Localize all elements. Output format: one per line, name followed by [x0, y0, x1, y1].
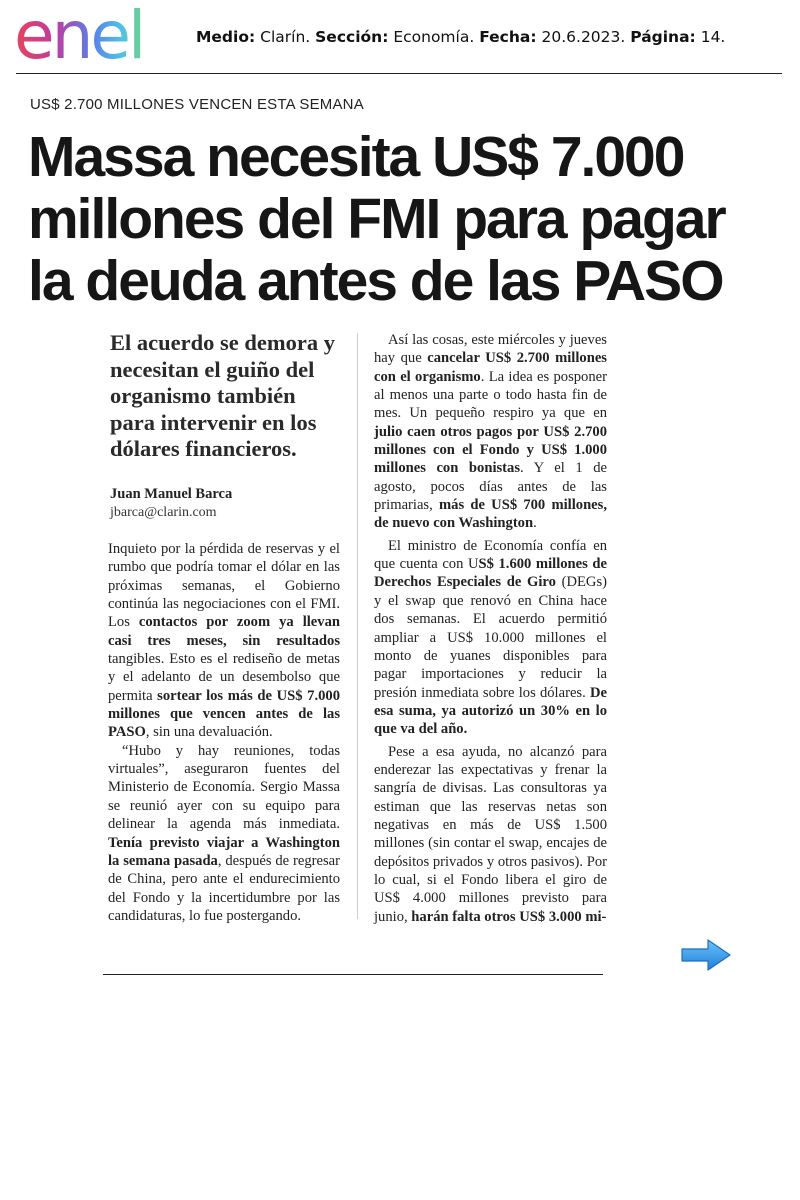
bold-run: julio caen otros pagos por US$ 2.700 millones con el Fondo y US$ 1.000 millones con bonistas	[374, 423, 607, 477]
deck-line-4: para intervenir en los	[110, 409, 317, 435]
text-run: Pese a esa ayuda, no alcanzó para enderezar las expectativas y frenar la sangría de divisas. Las consultoras ya estiman que las reservas netas son negativas en más de US$ 1.500 millones (sin contar el swap, encajes de depósitos privados y otros pasivos). Por lo cual, si el Fondo libera el giro de US$ 4.000 millones previsto para junio,	[374, 743, 607, 925]
deck-line-1: El acuerdo se demora y	[110, 330, 335, 355]
text-run: .	[533, 515, 537, 532]
seccion-label: Sección:	[315, 28, 389, 46]
headline-line-1: Massa necesita US$ 7.000	[28, 125, 684, 189]
enel-logo	[14, 6, 182, 66]
bold-run: De esa suma, ya autorizó un 30% en lo que va del año.	[374, 684, 607, 738]
bold-run: sortear los más de US$ 7.000 millones que vencen antes de las PASO	[108, 687, 340, 741]
header-divider	[16, 73, 782, 74]
bold-run: contactos por zoom ya llevan casi tres meses, sin resultados	[108, 614, 340, 649]
bold-run: cancelar US$ 2.700 millones con el organismo	[374, 350, 607, 385]
body-paragraph-1	[108, 540, 340, 742]
column-divider	[357, 333, 358, 919]
author-email: jbarca@clarin.com	[110, 505, 217, 520]
text-run: El ministro de Economía confía en que cuenta con U	[374, 537, 607, 573]
deck-line-5: dólares financieros.	[110, 436, 297, 461]
body-paragraph-5	[374, 743, 607, 926]
bold-run: S$ 1.600 millones de Derechos Especiales de Giro	[374, 556, 607, 591]
text-run: , después de regresar de China, pero ante el endurecimiento del Fondo y la incertidumbre por las candidaturas, lo fue postergando.	[108, 852, 340, 924]
text-run: Así las cosas, este miércoles y jueves hay que	[374, 332, 607, 367]
fecha-value: 20.6.2023.	[541, 28, 626, 46]
bold-run: harán falta otros US$ 3.000 mi-	[411, 908, 607, 925]
footer-divider	[103, 974, 603, 975]
body-paragraph-3	[374, 331, 607, 533]
pagina-value: 14.	[700, 28, 726, 46]
article-deck	[110, 330, 342, 463]
article-body-left	[108, 540, 340, 925]
text-run: tangibles. Esto es el rediseño de metas y el adelanto de un desembolso que permita	[108, 651, 340, 704]
headline-line-2: millones del FMI para pagar	[28, 187, 725, 251]
author-name: Juan Manuel Barca	[110, 486, 233, 502]
article-headline	[28, 126, 788, 312]
text-run: , sin una devaluación.	[145, 724, 273, 741]
headline-line-3: la deuda antes de las PASO	[28, 249, 723, 313]
deck-line-3: organismo también	[110, 383, 296, 408]
text-run: “Hubo y hay reuniones, todas virtuales”, aseguraron fuentes del Ministerio de Economía. Sergio Massa se reunió ayer con su equipo para delinear la agenda más inmediata.	[108, 742, 340, 833]
arrow-right-icon[interactable]	[680, 938, 732, 972]
medio-value: Clarín.	[260, 28, 311, 46]
text-run: . Y el 1 de agosto, pocos días antes de las primarias,	[374, 460, 607, 514]
medio-label: Medio:	[196, 28, 256, 46]
text-run: Inquieto por la pérdida de reservas y el rumbo que podría tomar el dólar en las próximas semanas, el Gobierno continúa las negociaciones con el FMI. Los	[108, 541, 340, 631]
article-kicker: US$ 2.700 MILLONES VENCEN ESTA SEMANA	[30, 96, 364, 113]
seccion-value: Economía.	[393, 28, 475, 46]
body-paragraph-2	[108, 742, 340, 925]
press-meta	[196, 28, 725, 46]
body-paragraph-4	[374, 537, 607, 739]
deck-line-2: necesitan el guiño del	[110, 356, 315, 382]
text-run: (DEGs) y el swap que renovó en China hace dos semanas. El acuerdo permitió ampliar a US$ 10.000 millones el monto de yuanes disponibles para pagar importaciones y reducir la presión inmediata sobre los dólares.	[374, 574, 608, 701]
bold-run: más de US$ 700 millones, de nuevo con Washington	[374, 497, 607, 532]
text-run: . La idea es posponer al menos una parte o todo hasta fin de mes. Un pequeño respiro ya que en	[374, 368, 607, 422]
bold-run: Tenía previsto viajar a Washington la semana pasada	[108, 834, 340, 869]
pagina-label: Página:	[630, 28, 696, 46]
logo-lettering: enel	[14, 6, 144, 66]
article-body-right	[374, 331, 607, 926]
fecha-label: Fecha:	[479, 28, 537, 46]
